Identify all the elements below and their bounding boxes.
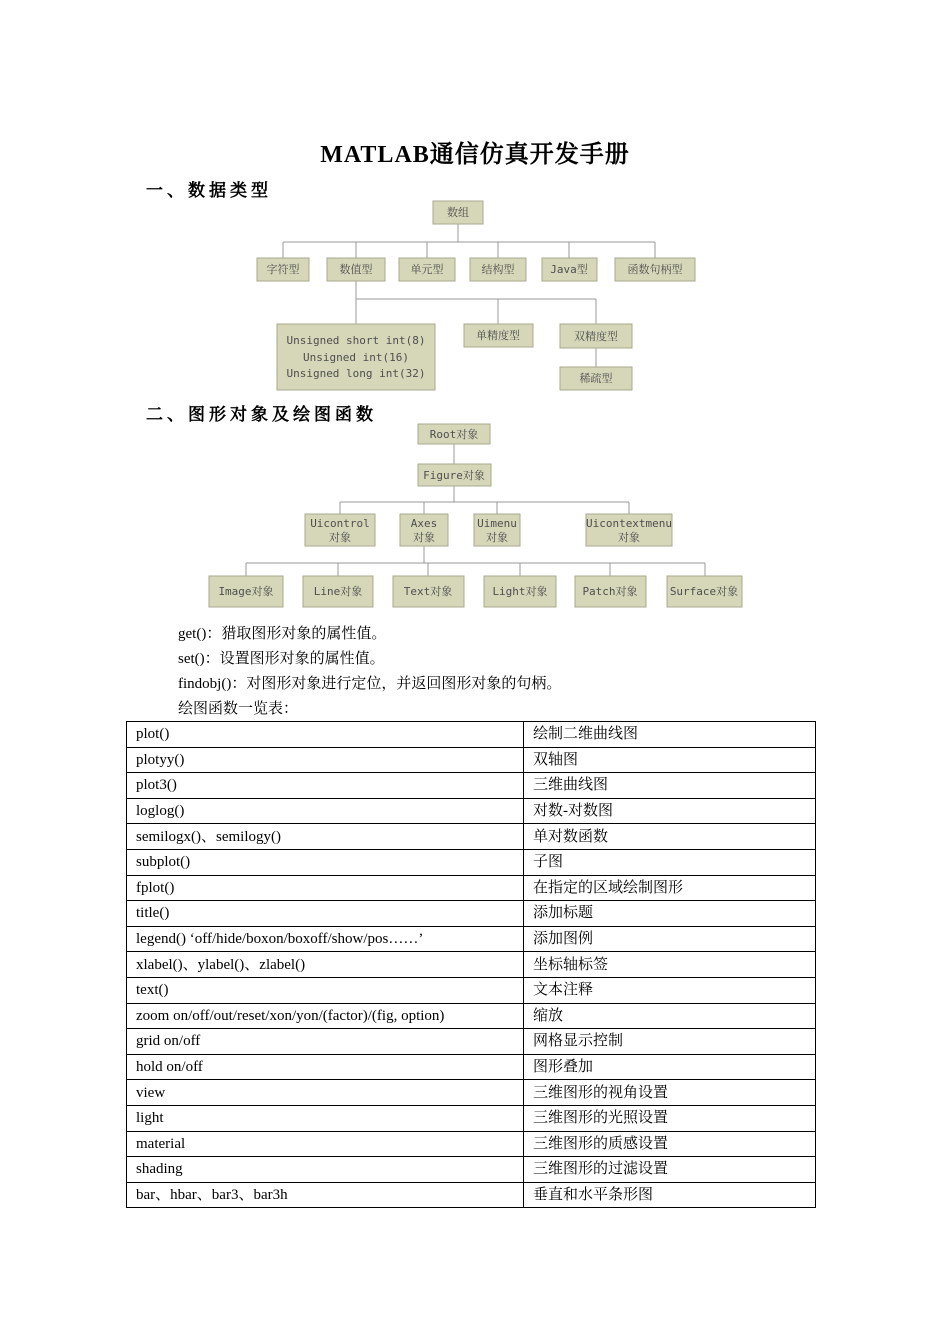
- function-name-cell: view: [127, 1080, 524, 1106]
- node-line-object: [303, 576, 373, 607]
- table-row: [127, 1054, 816, 1080]
- table-row: [127, 1157, 816, 1183]
- svg-text:对象: 对象: [413, 531, 435, 544]
- node-uicontextmenu-object: [586, 514, 672, 546]
- node-uicontrol-object: [305, 514, 375, 546]
- function-name-cell: semilogx()、semilogy(): [127, 824, 524, 850]
- function-name-cell: zoom on/off/out/reset/xon/yon/(factor)/(fig, option): [127, 1003, 524, 1029]
- function-name-cell: light: [127, 1105, 524, 1131]
- table-row: [127, 1182, 816, 1208]
- function-description-cell: 三维图形的光照设置: [524, 1105, 816, 1131]
- function-description-cell: 在指定的区域绘制图形: [524, 875, 816, 901]
- node-single: [464, 324, 533, 347]
- function-name-cell: text(): [127, 977, 524, 1003]
- table-row: [127, 1003, 816, 1029]
- svg-text:对象: 对象: [618, 531, 640, 544]
- function-name-cell: xlabel()、ylabel()、zlabel(): [127, 952, 524, 978]
- svg-text:Uimenu: Uimenu: [477, 517, 517, 530]
- function-description-cell: 垂直和水平条形图: [524, 1182, 816, 1208]
- function-description-cell: 缩放: [524, 1003, 816, 1029]
- function-name-cell: plotyy(): [127, 747, 524, 773]
- table-row: [127, 1105, 816, 1131]
- svg-text:Patch对象: Patch对象: [582, 585, 638, 598]
- svg-text:单元型: 单元型: [410, 263, 444, 276]
- svg-text:Root对象: Root对象: [429, 428, 479, 441]
- function-description-cell: 坐标轴标签: [524, 952, 816, 978]
- function-name-cell: grid on/off: [127, 1029, 524, 1055]
- function-name-cell: plot(): [127, 722, 524, 748]
- function-description-cell: 添加标题: [524, 901, 816, 927]
- svg-text:Unsigned int(16): Unsigned int(16): [303, 351, 409, 364]
- function-name-cell: fplot(): [127, 875, 524, 901]
- table-row: [127, 722, 816, 748]
- node-image-object: [209, 576, 283, 607]
- svg-text:Image对象: Image对象: [218, 585, 274, 598]
- node-java: [542, 258, 597, 281]
- function-description-cell: 文本注释: [524, 977, 816, 1003]
- svg-text:Java型: Java型: [550, 263, 588, 276]
- table-row: [127, 952, 816, 978]
- function-description-cell: 绘制二维曲线图: [524, 722, 816, 748]
- svg-text:数值型: 数值型: [339, 263, 373, 276]
- function-name-cell: material: [127, 1131, 524, 1157]
- data-types-diagram: [0, 196, 950, 396]
- function-name-cell: shading: [127, 1157, 524, 1183]
- svg-text:字符型: 字符型: [266, 263, 300, 276]
- svg-text:函数句柄型: 函数句柄型: [627, 263, 683, 276]
- svg-text:Uicontextmenu: Uicontextmenu: [585, 517, 673, 530]
- function-description-cell: 添加图例: [524, 926, 816, 952]
- function-description-cell: 双轴图: [524, 747, 816, 773]
- function-name-cell: title(): [127, 901, 524, 927]
- table-row: [127, 1080, 816, 1106]
- function-description-cell: 网格显示控制: [524, 1029, 816, 1055]
- function-description-cell: 单对数函数: [524, 824, 816, 850]
- function-description-cell: 三维图形的过滤设置: [524, 1157, 816, 1183]
- node-text-object: [393, 576, 464, 607]
- node-sparse: [560, 367, 632, 390]
- plot-functions-table: [126, 721, 816, 1208]
- node-struct: [470, 258, 526, 281]
- function-name-cell: plot3(): [127, 773, 524, 799]
- function-name-cell: hold on/off: [127, 1054, 524, 1080]
- node-function-handle: [615, 258, 695, 281]
- table-row: [127, 1029, 816, 1055]
- function-description-cell: 三维图形的视角设置: [524, 1080, 816, 1106]
- svg-text:数组: 数组: [447, 206, 469, 219]
- node-uimenu-object: [474, 514, 520, 546]
- node-char: [257, 258, 309, 281]
- function-description-cell: 三维图形的质感设置: [524, 1131, 816, 1157]
- paragraph-get: get()：猎取图形对象的属性值。: [178, 626, 387, 642]
- table-row: [127, 824, 816, 850]
- section-heading-graphics: 二、图形对象及绘图函数: [146, 405, 377, 424]
- section-heading-data-types: 一、数据类型: [146, 181, 272, 200]
- table-row: [127, 849, 816, 875]
- node-numeric: [327, 258, 385, 281]
- table-row: [127, 875, 816, 901]
- page-title: MATLAB通信仿真开发手册: [320, 142, 630, 168]
- svg-text:Surface对象: Surface对象: [669, 585, 739, 598]
- svg-text:对象: 对象: [329, 531, 351, 544]
- function-description-cell: 三维曲线图: [524, 773, 816, 799]
- svg-text:Axes: Axes: [410, 517, 438, 530]
- paragraph-findobj: findobj()：对图形对象进行定位，并返回图形对象的句柄。: [178, 676, 562, 692]
- svg-text:对象: 对象: [486, 531, 508, 544]
- svg-text:Figure对象: Figure对象: [423, 469, 485, 482]
- table-row: [127, 1131, 816, 1157]
- svg-text:双精度型: 双精度型: [574, 330, 618, 343]
- paragraph-table-intro: 绘图函数一览表：: [178, 701, 299, 717]
- svg-text:Light对象: Light对象: [492, 585, 548, 598]
- node-root-object: [418, 424, 490, 444]
- graphics-objects-diagram: [0, 420, 950, 614]
- function-description-cell: 对数-对数图: [524, 798, 816, 824]
- svg-text:单精度型: 单精度型: [476, 329, 520, 342]
- svg-text:稀疏型: 稀疏型: [579, 372, 613, 385]
- node-unsigned-integers: [277, 324, 435, 390]
- node-axes-object: [400, 514, 448, 546]
- svg-text:结构型: 结构型: [481, 263, 515, 276]
- table-row: [127, 798, 816, 824]
- svg-text:Text对象: Text对象: [403, 585, 453, 598]
- svg-text:Unsigned short int(8): Unsigned short int(8): [286, 334, 426, 347]
- paragraph-set: set()：设置图形对象的属性值。: [178, 651, 385, 667]
- node-double: [560, 324, 632, 348]
- function-description-cell: 图形叠加: [524, 1054, 816, 1080]
- table-row: [127, 977, 816, 1003]
- table-row: [127, 773, 816, 799]
- svg-text:Uicontrol: Uicontrol: [310, 517, 370, 530]
- svg-text:Line对象: Line对象: [313, 585, 363, 598]
- svg-text:Unsigned long int(32): Unsigned long int(32): [286, 367, 426, 380]
- node-light-object: [484, 576, 556, 607]
- function-name-cell: bar、hbar、bar3、bar3h: [127, 1182, 524, 1208]
- table-row: [127, 747, 816, 773]
- function-description-cell: 子图: [524, 849, 816, 875]
- node-cell: [399, 258, 455, 281]
- node-patch-object: [575, 576, 646, 607]
- function-name-cell: legend() ‘off/hide/boxon/boxoff/show/pos……’: [127, 926, 524, 952]
- node-figure-object: [418, 464, 491, 486]
- table-row: [127, 901, 816, 927]
- node-array: [433, 201, 483, 224]
- function-name-cell: loglog(): [127, 798, 524, 824]
- function-name-cell: subplot(): [127, 849, 524, 875]
- table-row: [127, 926, 816, 952]
- node-surface-object: [667, 576, 742, 607]
